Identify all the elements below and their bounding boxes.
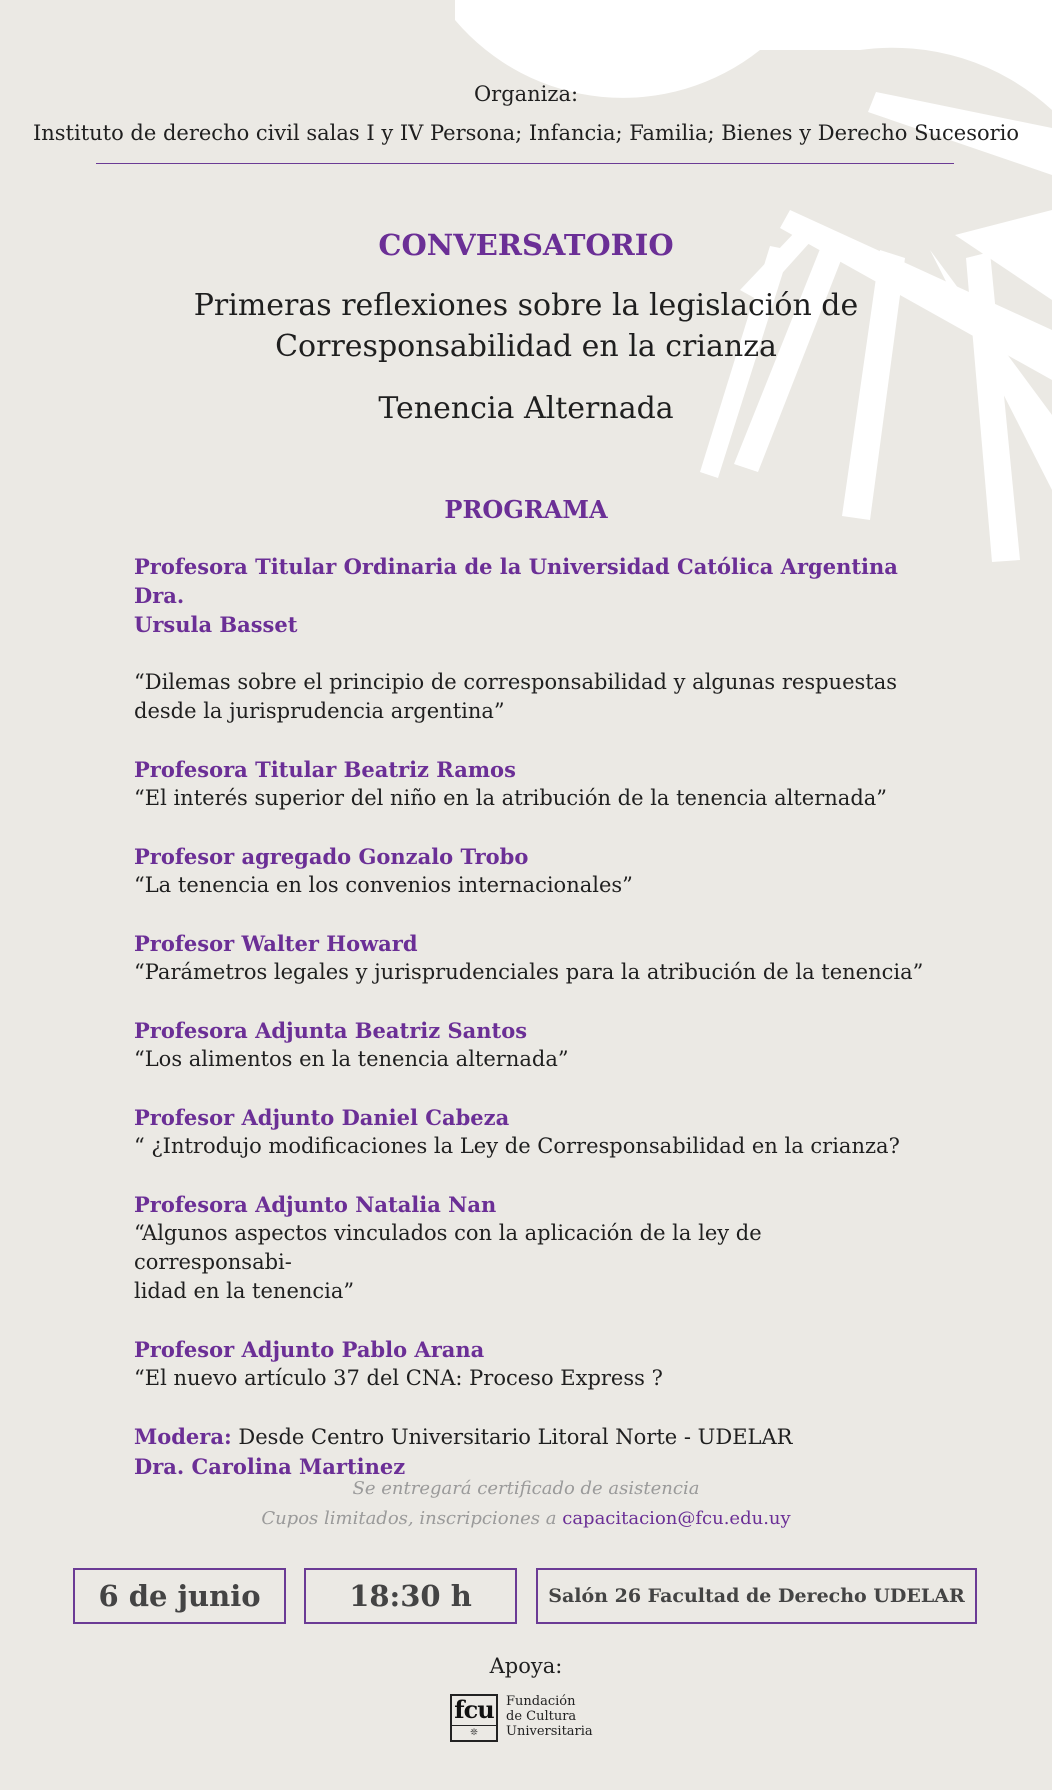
program-list — [134, 552, 924, 1510]
moderator-text: Desde Centro Universitario Litoral Norte - UDELAR — [231, 1425, 793, 1449]
talk-title: “Los alimentos en la tenencia alternada” — [134, 1047, 569, 1071]
organizer-name: Instituto de derecho civil salas I y IV Persona; Infancia; Familia; Bienes y Derecho Sucesorio — [32, 121, 1020, 145]
program-item — [134, 1190, 924, 1306]
talk-title: desde la jurisprudencia argentina” — [134, 699, 505, 723]
talk-title: lidad en la tenencia” — [134, 1279, 355, 1303]
logo-emblem-icon: ❊ — [470, 1728, 478, 1738]
speaker-name: Profesora Titular Ordinaria de la Universidad Católica Argentina Dra. — [134, 554, 898, 608]
logo-text-line: de Cultura — [506, 1709, 577, 1724]
fcu-logo-icon — [450, 1694, 498, 1742]
speaker-name: Profesor Walter Howard — [134, 931, 418, 956]
program-item — [134, 929, 924, 987]
speaker-name: Profesora Adjunta Beatriz Santos — [134, 1018, 528, 1043]
event-subtitle: Tenencia Alternada — [378, 391, 674, 426]
fcu-logo-abbrev: fcu — [454, 1695, 494, 1724]
fcu-logo-text — [506, 1694, 593, 1739]
speaker-name: Profesora Adjunto Natalia Nan — [134, 1192, 497, 1217]
talk-title: “El nuevo artículo 37 del CNA: Proceso Express ? — [134, 1366, 663, 1390]
talk-title: “ ¿Introdujo modificaciones la Ley de Corresponsabilidad en la crianza? — [134, 1134, 900, 1158]
program-heading: PROGRAMA — [444, 495, 608, 524]
program-item — [134, 1016, 924, 1074]
moderator-line — [134, 1422, 924, 1452]
talk-title: “La tenencia en los convenios internacionales” — [134, 873, 633, 897]
logo-text-line: Universitaria — [506, 1724, 593, 1739]
fcu-logo — [450, 1694, 593, 1742]
event-date-box: 6 de junio — [73, 1568, 286, 1624]
program-item — [134, 842, 924, 900]
program-item — [134, 1335, 924, 1393]
speaker-name: Profesora Titular Beatriz Ramos — [134, 757, 516, 782]
event-type-heading: CONVERSATORIO — [378, 228, 674, 262]
talk-title: “Dilemas sobre el principio de corresponsabilidad y algunas respuestas — [134, 670, 898, 694]
header-divider — [96, 163, 954, 164]
talk-title: “Algunos aspectos vinculados con la aplicación de la ley de corresponsabi- — [134, 1221, 762, 1274]
moderator-label: Modera: — [134, 1424, 232, 1449]
registration-note — [0, 1508, 1052, 1529]
organizer-label: Organiza: — [473, 82, 579, 106]
moderator-block — [134, 1422, 924, 1481]
event-title — [0, 285, 1052, 367]
event-title-line: Primeras reflexiones sobre la legislación de — [193, 288, 859, 323]
speaker-name: Ursula Basset — [134, 612, 298, 637]
certificate-note: Se entregará certificado de asistencia — [352, 1478, 700, 1499]
speaker-name: Profesor agregado Gonzalo Trobo — [134, 844, 529, 869]
logo-divider — [452, 1725, 496, 1726]
program-item — [134, 755, 924, 813]
event-title-line: Corresponsabilidad en la crianza — [275, 329, 777, 364]
moderator-name: Dra. Carolina Martinez — [134, 1454, 406, 1479]
program-item — [134, 552, 924, 726]
event-time-box: 18:30 h — [304, 1568, 517, 1624]
registration-email-link[interactable]: capacitacion@fcu.edu.uy — [562, 1508, 791, 1529]
talk-title: “Parámetros legales y jurisprudenciales para la atribución de la tenencia” — [134, 960, 924, 984]
program-item — [134, 1103, 924, 1161]
speaker-name: Profesor Adjunto Pablo Arana — [134, 1337, 485, 1362]
speaker-name: Profesor Adjunto Daniel Cabeza — [134, 1105, 510, 1130]
talk-title: “El interés superior del niño en la atribución de la tenencia alternada” — [134, 786, 888, 810]
event-venue-box: Salón 26 Facultad de Derecho UDELAR — [536, 1568, 977, 1624]
logo-text-line: Fundación — [506, 1694, 576, 1709]
support-label: Apoya: — [489, 1654, 563, 1678]
registration-text: Cupos limitados, inscripciones a — [261, 1508, 563, 1529]
